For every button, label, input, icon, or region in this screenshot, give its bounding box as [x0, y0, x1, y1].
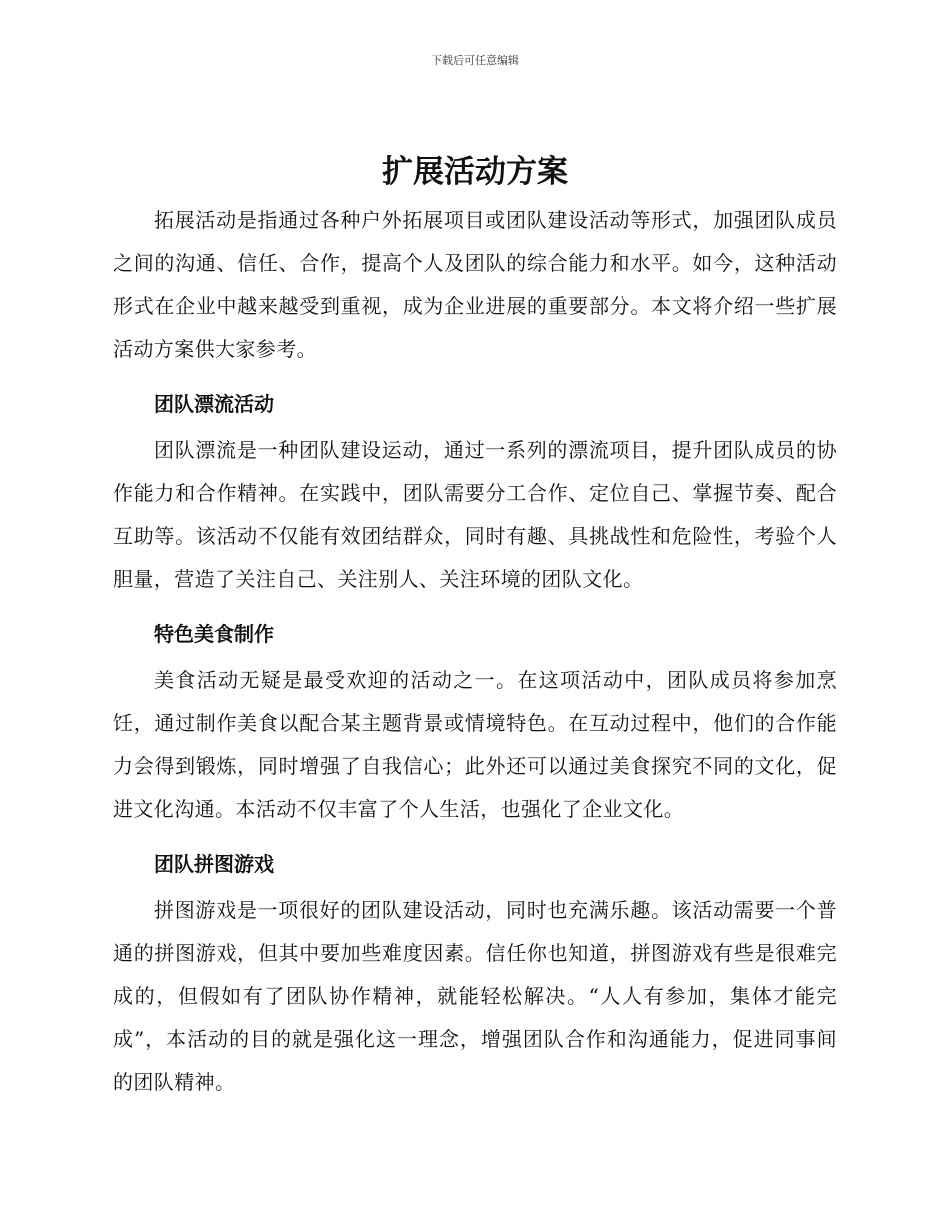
intro-paragraph: 拓展活动是指通过各种户外拓展项目或团队建设活动等形式，加强团队成员之间的沟通、信任、合作，提高个人及团队的综合能力和水平。如今，这种活动形式在企业中越来越受到重视，成为企业进展的重要部分。本文将介绍一些扩展活动方案供大家参考。 — [113, 208, 837, 361]
document-body — [113, 199, 837, 1104]
section-heading-puzzle: 团队拼图游戏 — [154, 852, 274, 876]
section-heading-cooking: 特色美食制作 — [154, 622, 274, 646]
document-title: 扩展活动方案 — [382, 154, 568, 190]
header-note: 下载后可任意编辑 — [431, 54, 519, 67]
section-heading-rafting: 团队漂流活动 — [154, 392, 274, 416]
section-paragraph-rafting: 团队漂流是一种团队建设运动，通过一系列的漂流项目，提升团队成员的协作能力和合作精神。在实践中，团队需要分工合作、定位自己、掌握节奏、配合互助等。该活动不仅能有效团结群众，同时有趣、具挑战性和危险性，考验个人胆量，营造了关注自己、关注别人、关注环境的团队文化。 — [113, 438, 837, 591]
section-paragraph-cooking: 美食活动无疑是最受欢迎的活动之一。在这项活动中，团队成员将参加烹饪，通过制作美食以配合某主题背景或情境特色。在互动过程中，他们的合作能力会得到锻炼，同时增强了自我信心；此外还可以通过美食探究不同的文化，促进文化沟通。本活动不仅丰富了个人生活，也强化了企业文化。 — [113, 668, 837, 821]
section-paragraph-puzzle: 拼图游戏是一项很好的团队建设活动，同时也充满乐趣。该活动需要一个普通的拼图游戏，但其中要加些难度因素。信任你也知道，拼图游戏有些是很难完成的，但假如有了团队协作精神，就能轻松解决。“人人有参加，集体才能完成”，本活动的目的就是强化这一理念，增强团队合作和沟通能力，促进同事间的团队精神。 — [113, 898, 837, 1094]
